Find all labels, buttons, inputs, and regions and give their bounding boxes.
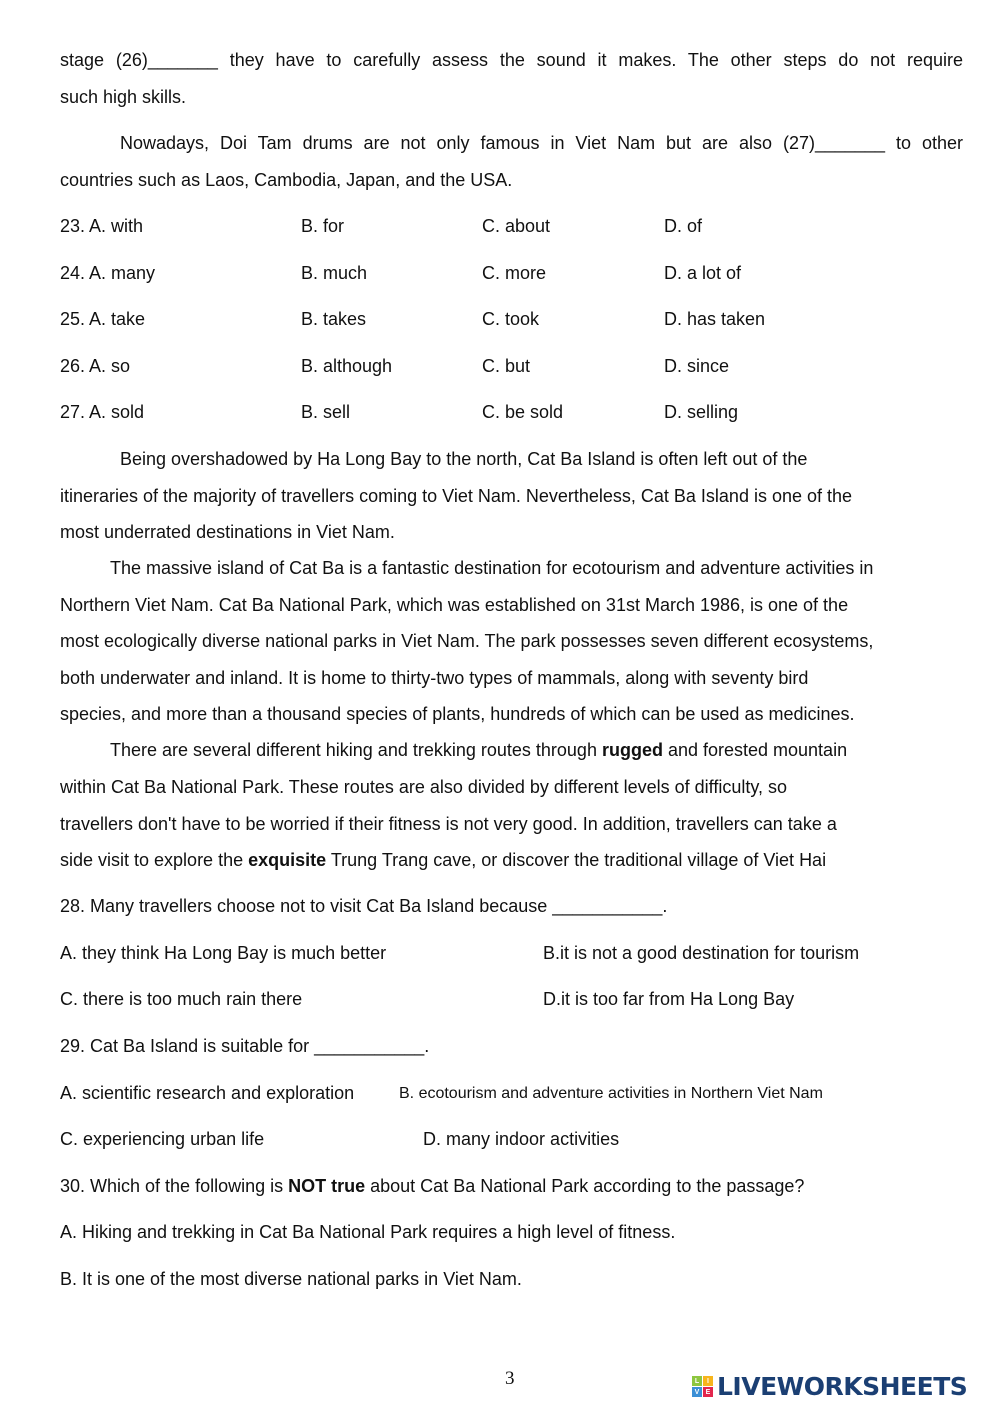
text-line <box>60 776 787 798</box>
text-line <box>60 49 963 71</box>
text-segment: and forested mountain <box>662 740 848 760</box>
answer-option: B. ecotourism and adventure activities in Northern Viet Nam <box>399 1085 823 1102</box>
text-line <box>60 895 667 917</box>
liveworksheets-logo <box>692 1372 967 1401</box>
answer-option: A. scientific research and exploration <box>60 1083 355 1103</box>
answer-option: B.it is not a good destination for tourism <box>543 943 860 963</box>
bold-text: exquisite <box>248 850 327 870</box>
text-line <box>60 86 186 108</box>
logo-text: LIVEWORKSHEETS <box>717 1372 968 1401</box>
text-segment: 30. Which of the following is <box>60 1176 289 1196</box>
text-line <box>60 1035 429 1057</box>
text-segment: side visit to explore the <box>60 850 249 870</box>
question-number-option: 24. A. many <box>60 263 156 283</box>
answer-option: D. many indoor activities <box>423 1129 620 1149</box>
logo-block: I <box>703 1376 713 1386</box>
logo-block: E <box>703 1387 713 1397</box>
text-segment: about Cat Ba National Park according to the passage? <box>365 1176 805 1196</box>
text-line <box>110 557 873 579</box>
text-line <box>60 1175 804 1197</box>
answer-option: D.it is too far from Ha Long Bay <box>543 989 795 1009</box>
text-line <box>110 739 847 761</box>
answer-option: B. for <box>301 216 345 236</box>
answer-option: C. more <box>482 263 547 283</box>
answer-option: C. took <box>482 309 540 329</box>
text-segment: Nowadays, Doi Tam drums are not only famous in Viet Nam but are also (27)_______ to other <box>120 133 963 153</box>
answer-option: B. although <box>301 356 393 376</box>
text-line <box>60 703 855 725</box>
logo-icon <box>692 1376 713 1397</box>
answer-option: D. since <box>664 356 730 376</box>
question-number-option: 23. A. with <box>60 216 144 236</box>
text-segment: most underrated destinations in Viet Nam. <box>60 522 395 542</box>
text-line <box>60 813 837 835</box>
answer-option: D. a lot of <box>664 263 742 283</box>
text-line <box>60 1268 522 1290</box>
answer-option: D. has taken <box>664 309 766 329</box>
answer-option: C. there is too much rain there <box>60 989 303 1009</box>
question-number-option: 26. A. so <box>60 356 131 376</box>
text-segment: Northern Viet Nam. Cat Ba National Park, which was established on 31st March 1986, is one of the <box>60 595 849 615</box>
text-line <box>60 169 512 191</box>
answer-option: D. selling <box>664 402 739 422</box>
text-segment: Being overshadowed by Ha Long Bay to the north, Cat Ba Island is often left out of the <box>120 449 808 469</box>
text-segment: such high skills. <box>60 87 187 107</box>
text-segment: both underwater and inland. It is home to thirty-two types of mammals, along with seventy bird <box>60 668 809 688</box>
text-segment: B. It is one of the most diverse national parks in Viet Nam. <box>60 1269 522 1289</box>
answer-option: C. but <box>482 356 531 376</box>
text-segment: travellers don't have to be worried if their fitness is not very good. In addition, travellers can take a <box>60 814 837 834</box>
answer-option: C. experiencing urban life <box>60 1129 265 1149</box>
answer-option: C. about <box>482 216 551 236</box>
text-segment: stage (26)_______ they have to carefully assess the sound it makes. The other steps do not require <box>60 50 963 70</box>
question-number-option: 27. A. sold <box>60 402 145 422</box>
answer-option: B. sell <box>301 402 351 422</box>
bold-text: NOT true <box>288 1176 366 1196</box>
text-segment: within Cat Ba National Park. These routes are also divided by different levels of difficulty, so <box>60 777 788 797</box>
text-line <box>60 1221 675 1243</box>
text-line <box>60 667 808 689</box>
answer-option: B. takes <box>301 309 367 329</box>
text-line <box>120 132 963 154</box>
text-line <box>60 849 826 871</box>
text-line <box>60 630 873 652</box>
text-segment: itineraries of the majority of travellers coming to Viet Nam. Nevertheless, Cat Ba Island is one of the <box>60 486 853 506</box>
text-segment: 29. Cat Ba Island is suitable for ___________. <box>60 1036 430 1056</box>
text-segment: 28. Many travellers choose not to visit Cat Ba Island because ___________. <box>60 896 668 916</box>
page-number: 3 <box>505 1368 515 1389</box>
answer-option: D. of <box>664 216 703 236</box>
text-segment: most ecologically diverse national parks in Viet Nam. The park possesses seven different ecosystems, <box>60 631 874 651</box>
answer-option: B. much <box>301 263 368 283</box>
question-number-option: 25. A. take <box>60 309 146 329</box>
bold-text: rugged <box>601 740 663 760</box>
text-line <box>120 448 807 470</box>
text-segment: Trung Trang cave, or discover the traditional village of Viet Hai <box>326 850 827 870</box>
text-line <box>60 485 852 507</box>
logo-block: V <box>692 1387 702 1397</box>
text-segment: countries such as Laos, Cambodia, Japan, and the USA. <box>60 170 513 190</box>
text-line <box>60 594 848 616</box>
text-segment: There are several different hiking and trekking routes through <box>110 740 602 760</box>
text-segment: The massive island of Cat Ba is a fantastic destination for ecotourism and adventure activities in <box>110 558 874 578</box>
answer-option: C. be sold <box>482 402 564 422</box>
text-segment: species, and more than a thousand species of plants, hundreds of which can be used as medicines. <box>60 704 855 724</box>
answer-option: A. they think Ha Long Bay is much better <box>60 943 387 963</box>
text-line <box>60 521 395 543</box>
logo-block: L <box>692 1376 702 1386</box>
text-segment: A. Hiking and trekking in Cat Ba National Park requires a high level of fitness. <box>60 1222 676 1242</box>
